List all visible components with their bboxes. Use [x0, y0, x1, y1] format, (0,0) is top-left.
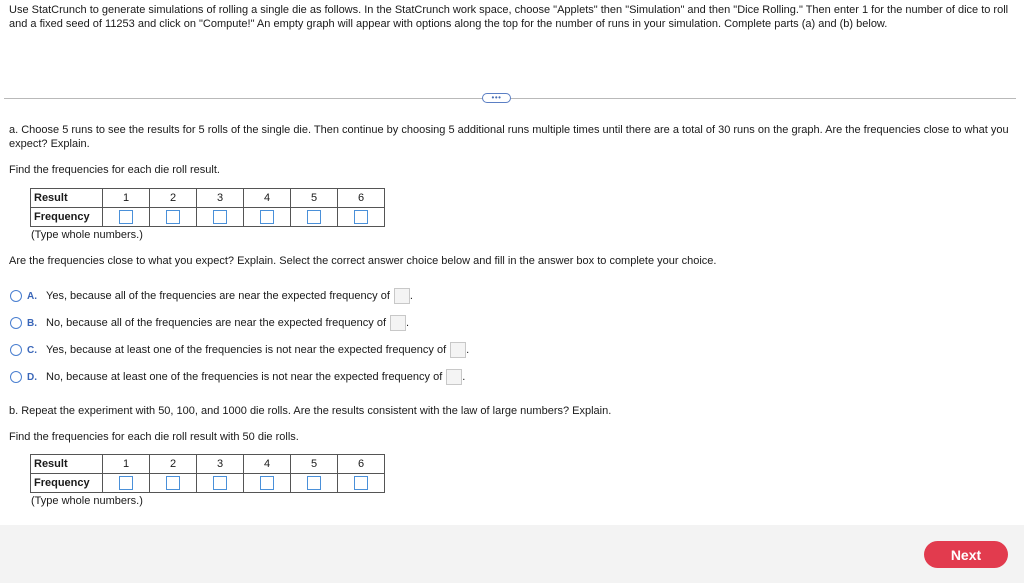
b-freq-input-1[interactable] [119, 476, 133, 490]
result-5: 5 [291, 455, 338, 474]
freq-cell-6 [338, 208, 385, 227]
choice-c[interactable]: C. Yes, because at least one of the frequencies is not near the expected frequency of . [10, 342, 469, 358]
freq-cell-4 [244, 474, 291, 493]
freq-cell-5 [291, 474, 338, 493]
freq-input-2[interactable] [166, 210, 180, 224]
result-5: 5 [291, 189, 338, 208]
result-6: 6 [338, 189, 385, 208]
freq-input-4[interactable] [260, 210, 274, 224]
result-2: 2 [150, 455, 197, 474]
choice-b[interactable]: B. No, because all of the frequencies are near the expected frequency of . [10, 315, 409, 331]
freq-cell-1 [103, 208, 150, 227]
freq-cell-2 [150, 474, 197, 493]
part-b-frequency-table [30, 454, 385, 493]
result-1: 1 [103, 189, 150, 208]
choice-c-letter: C. [27, 344, 37, 356]
part-a-instruction: Find the frequencies for each die roll result. [9, 164, 220, 176]
result-3: 3 [197, 455, 244, 474]
choice-b-letter: B. [27, 317, 37, 329]
expand-more-button[interactable]: ••• [482, 93, 511, 103]
result-3: 3 [197, 189, 244, 208]
freq-cell-4 [244, 208, 291, 227]
result-4: 4 [244, 189, 291, 208]
intro-text: Use StatCrunch to generate simulations of rolling a single die as follows. In the StatCrunch work space, choose "Applets" then "Simulation" and then "Dice Rolling." Then enter 1 for the number of dice to roll and a fixed seed of 11253 and click on "Compute!" An empty graph will appear with options along the top for the number of runs in your simulation. Complete parts (a) and (b) below. [9, 4, 1009, 30]
radio-d[interactable] [10, 371, 22, 383]
freq-cell-3 [197, 474, 244, 493]
freq-input-6[interactable] [354, 210, 368, 224]
part-a-question: a. Choose 5 runs to see the results for 5 rolls of the single die. Then continue by choosing 5 additional runs multiple times until there are a total of 30 runs on the graph. Are the frequencies close to what you expect? Explain. [9, 124, 1009, 150]
b-freq-input-6[interactable] [354, 476, 368, 490]
result-4: 4 [244, 455, 291, 474]
result-2: 2 [150, 189, 197, 208]
part-b-hint: (Type whole numbers.) [31, 495, 143, 507]
freq-cell-2 [150, 208, 197, 227]
choice-b-answer-box[interactable] [390, 315, 406, 331]
radio-c[interactable] [10, 344, 22, 356]
part-b-instruction: Find the frequencies for each die roll result with 50 die rolls. [9, 431, 299, 443]
choice-d-letter: D. [27, 371, 37, 383]
b-freq-input-4[interactable] [260, 476, 274, 490]
freq-cell-5 [291, 208, 338, 227]
freq-cell-1 [103, 474, 150, 493]
result-1: 1 [103, 455, 150, 474]
freq-input-1[interactable] [119, 210, 133, 224]
part-b-question: b. Repeat the experiment with 50, 100, and 1000 die rolls. Are the results consistent with the law of large numbers? Explain. [9, 405, 612, 417]
choice-a-letter: A. [27, 290, 37, 302]
part-a-hint: (Type whole numbers.) [31, 229, 143, 241]
result-header: Result [31, 189, 103, 208]
choice-c-text: Yes, because at least one of the frequencies is not near the expected frequency of [46, 344, 447, 356]
choice-a-text: Yes, because all of the frequencies are near the expected frequency of [46, 290, 390, 302]
b-freq-input-5[interactable] [307, 476, 321, 490]
choice-d-answer-box[interactable] [446, 369, 462, 385]
freq-input-3[interactable] [213, 210, 227, 224]
radio-a[interactable] [10, 290, 22, 302]
choice-b-text: No, because all of the frequencies are near the expected frequency of [46, 317, 386, 329]
result-header: Result [31, 455, 103, 474]
choice-a[interactable]: A. Yes, because all of the frequencies are near the expected frequency of . [10, 288, 413, 304]
next-button[interactable]: Next [924, 541, 1008, 568]
freq-input-5[interactable] [307, 210, 321, 224]
part-a-frequency-table [30, 188, 385, 227]
choice-c-answer-box[interactable] [450, 342, 466, 358]
footer-bar [0, 525, 1024, 583]
freq-cell-6 [338, 474, 385, 493]
choice-d-text: No, because at least one of the frequencies is not near the expected frequency of [46, 371, 443, 383]
frequency-header: Frequency [31, 208, 103, 227]
result-6: 6 [338, 455, 385, 474]
frequency-header: Frequency [31, 474, 103, 493]
radio-b[interactable] [10, 317, 22, 329]
choice-d[interactable]: D. No, because at least one of the frequencies is not near the expected frequency of . [10, 369, 465, 385]
choice-a-answer-box[interactable] [394, 288, 410, 304]
part-a-select-prompt: Are the frequencies close to what you expect? Explain. Select the correct answer choice below and fill in the answer box to complete your choice. [9, 255, 717, 267]
b-freq-input-3[interactable] [213, 476, 227, 490]
b-freq-input-2[interactable] [166, 476, 180, 490]
freq-cell-3 [197, 208, 244, 227]
